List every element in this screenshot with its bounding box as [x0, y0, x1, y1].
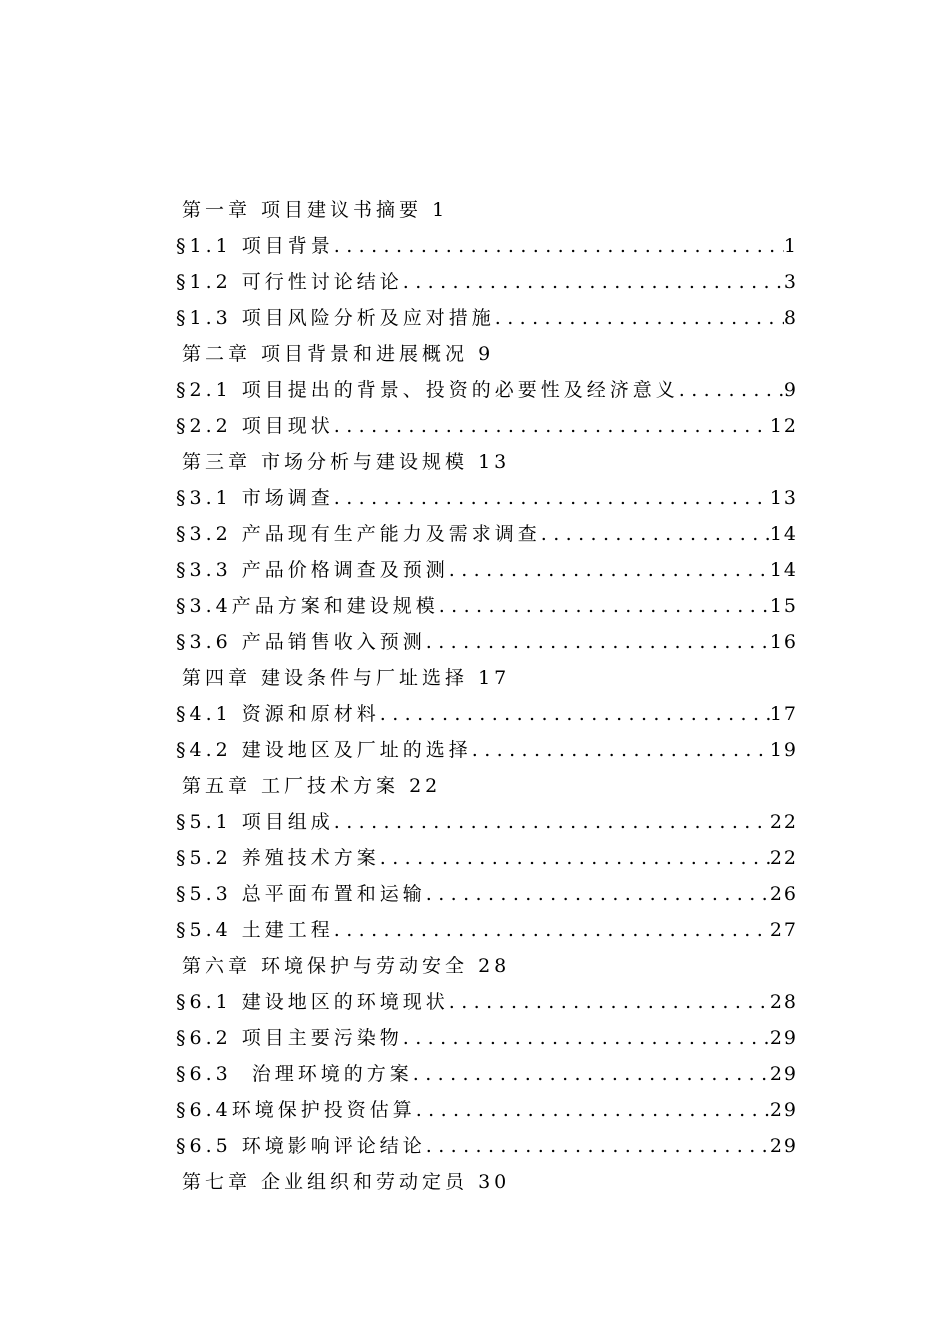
dot-leader [334, 228, 784, 264]
dot-leader [426, 876, 770, 912]
dot-leader [334, 480, 770, 516]
toc-section-entry [176, 876, 798, 912]
toc-section-entry [176, 300, 798, 336]
toc-section-entry [176, 1128, 798, 1164]
dot-leader [334, 408, 770, 444]
toc-section-entry [176, 588, 798, 624]
chapter-title: 第三章 市场分析与建设规模 [182, 451, 469, 473]
section-page-number: 29 [769, 1027, 798, 1049]
section-title: §4.1 资源和原材料 [176, 703, 380, 725]
section-title: §3.1 市场调查 [176, 487, 334, 509]
section-page-number: 17 [769, 703, 798, 725]
section-page-number: 14 [769, 523, 798, 545]
section-page-number: 14 [769, 559, 798, 581]
toc-section-entry [176, 372, 798, 408]
chapter-title: 第二章 项目背景和进展概况 [182, 343, 469, 365]
spacer [468, 451, 478, 473]
dot-leader [334, 912, 770, 948]
chapter-page-number: 9 [478, 343, 495, 365]
section-title: §2.1 项目提出的背景、投资的必要性及经济意义 [176, 379, 679, 401]
toc-section-entry [176, 984, 798, 1020]
section-page-number: 27 [769, 919, 798, 941]
section-title: §2.2 项目现状 [176, 415, 334, 437]
chapter-title: 第四章 建设条件与厂址选择 [182, 667, 469, 689]
dot-leader [334, 804, 770, 840]
section-page-number: 22 [769, 811, 798, 833]
spacer [422, 199, 432, 221]
toc-section-entry [176, 912, 798, 948]
chapter-page-number: 28 [478, 955, 511, 977]
toc-chapter-entry [176, 660, 798, 696]
toc-chapter-entry [176, 948, 798, 984]
section-page-number: 13 [769, 487, 798, 509]
section-page-number: 19 [769, 739, 798, 761]
toc-section-entry [176, 696, 798, 732]
chapter-title: 第六章 环境保护与劳动安全 [182, 955, 469, 977]
section-page-number: 28 [769, 991, 798, 1013]
section-title: §6.5 环境影响评论结论 [176, 1135, 426, 1157]
section-title: §1.2 可行性讨论结论 [176, 271, 403, 293]
section-title: §5.4 土建工程 [176, 919, 334, 941]
section-title: §4.2 建设地区及厂址的选择 [176, 739, 472, 761]
dot-leader [449, 984, 770, 1020]
dot-leader [449, 552, 770, 588]
toc-chapter-entry [176, 444, 798, 480]
chapter-title: 第一章 项目建议书摘要 [182, 199, 423, 221]
toc-section-entry [176, 552, 798, 588]
section-title: §5.1 项目组成 [176, 811, 334, 833]
toc-chapter-entry [176, 192, 798, 228]
section-title: §3.6 产品销售收入预测 [176, 631, 426, 653]
toc-section-entry [176, 408, 798, 444]
section-page-number: 26 [769, 883, 798, 905]
section-page-number: 12 [769, 415, 798, 437]
dot-leader [380, 696, 770, 732]
spacer [399, 775, 409, 797]
spacer [468, 667, 478, 689]
section-page-number: 15 [769, 595, 798, 617]
section-title: §6.3 治理环境的方案 [176, 1063, 413, 1085]
toc-section-entry [176, 732, 798, 768]
dot-leader [541, 516, 770, 552]
table-of-contents [176, 192, 798, 1200]
toc-section-entry [176, 804, 798, 840]
section-page-number: 22 [769, 847, 798, 869]
section-page-number: 3 [783, 271, 798, 293]
section-page-number: 16 [769, 631, 798, 653]
dot-leader [403, 1020, 770, 1056]
section-title: §1.1 项目背景 [176, 235, 334, 257]
dot-leader [380, 840, 770, 876]
toc-section-entry [176, 840, 798, 876]
toc-section-entry [176, 480, 798, 516]
dot-leader [426, 1128, 770, 1164]
toc-section-entry [176, 516, 798, 552]
chapter-page-number: 30 [478, 1171, 511, 1193]
dot-leader [416, 1092, 770, 1128]
spacer [468, 1171, 478, 1193]
section-title: §6.4环境保护投资估算 [176, 1099, 416, 1121]
chapter-page-number: 1 [432, 199, 449, 221]
dot-leader [413, 1056, 770, 1092]
section-title: §5.3 总平面布置和运输 [176, 883, 426, 905]
section-title: §6.2 项目主要污染物 [176, 1027, 403, 1049]
section-page-number: 1 [783, 235, 798, 257]
section-page-number: 29 [769, 1099, 798, 1121]
toc-chapter-entry [176, 1164, 798, 1200]
chapter-page-number: 22 [409, 775, 442, 797]
dot-leader [403, 264, 784, 300]
chapter-title: 第五章 工厂技术方案 [182, 775, 400, 797]
toc-section-entry [176, 1056, 798, 1092]
toc-section-entry [176, 624, 798, 660]
dot-leader [472, 732, 770, 768]
dot-leader [679, 372, 784, 408]
dot-leader [495, 300, 784, 336]
dot-leader [426, 624, 770, 660]
toc-chapter-entry [176, 336, 798, 372]
dot-leader [439, 588, 770, 624]
toc-chapter-entry [176, 768, 798, 804]
section-page-number: 9 [783, 379, 798, 401]
toc-section-entry [176, 264, 798, 300]
spacer [468, 343, 478, 365]
section-page-number: 29 [769, 1135, 798, 1157]
section-title: §1.3 项目风险分析及应对措施 [176, 307, 495, 329]
section-title: §3.4产品方案和建设规模 [176, 595, 439, 617]
chapter-title: 第七章 企业组织和劳动定员 [182, 1171, 469, 1193]
chapter-page-number: 13 [478, 451, 511, 473]
section-title: §3.3 产品价格调查及预测 [176, 559, 449, 581]
section-title: §5.2 养殖技术方案 [176, 847, 380, 869]
section-page-number: 29 [769, 1063, 798, 1085]
section-title: §3.2 产品现有生产能力及需求调查 [176, 523, 541, 545]
section-page-number: 8 [783, 307, 798, 329]
toc-section-entry [176, 228, 798, 264]
spacer [468, 955, 478, 977]
toc-section-entry [176, 1092, 798, 1128]
section-title: §6.1 建设地区的环境现状 [176, 991, 449, 1013]
toc-section-entry [176, 1020, 798, 1056]
chapter-page-number: 17 [478, 667, 511, 689]
